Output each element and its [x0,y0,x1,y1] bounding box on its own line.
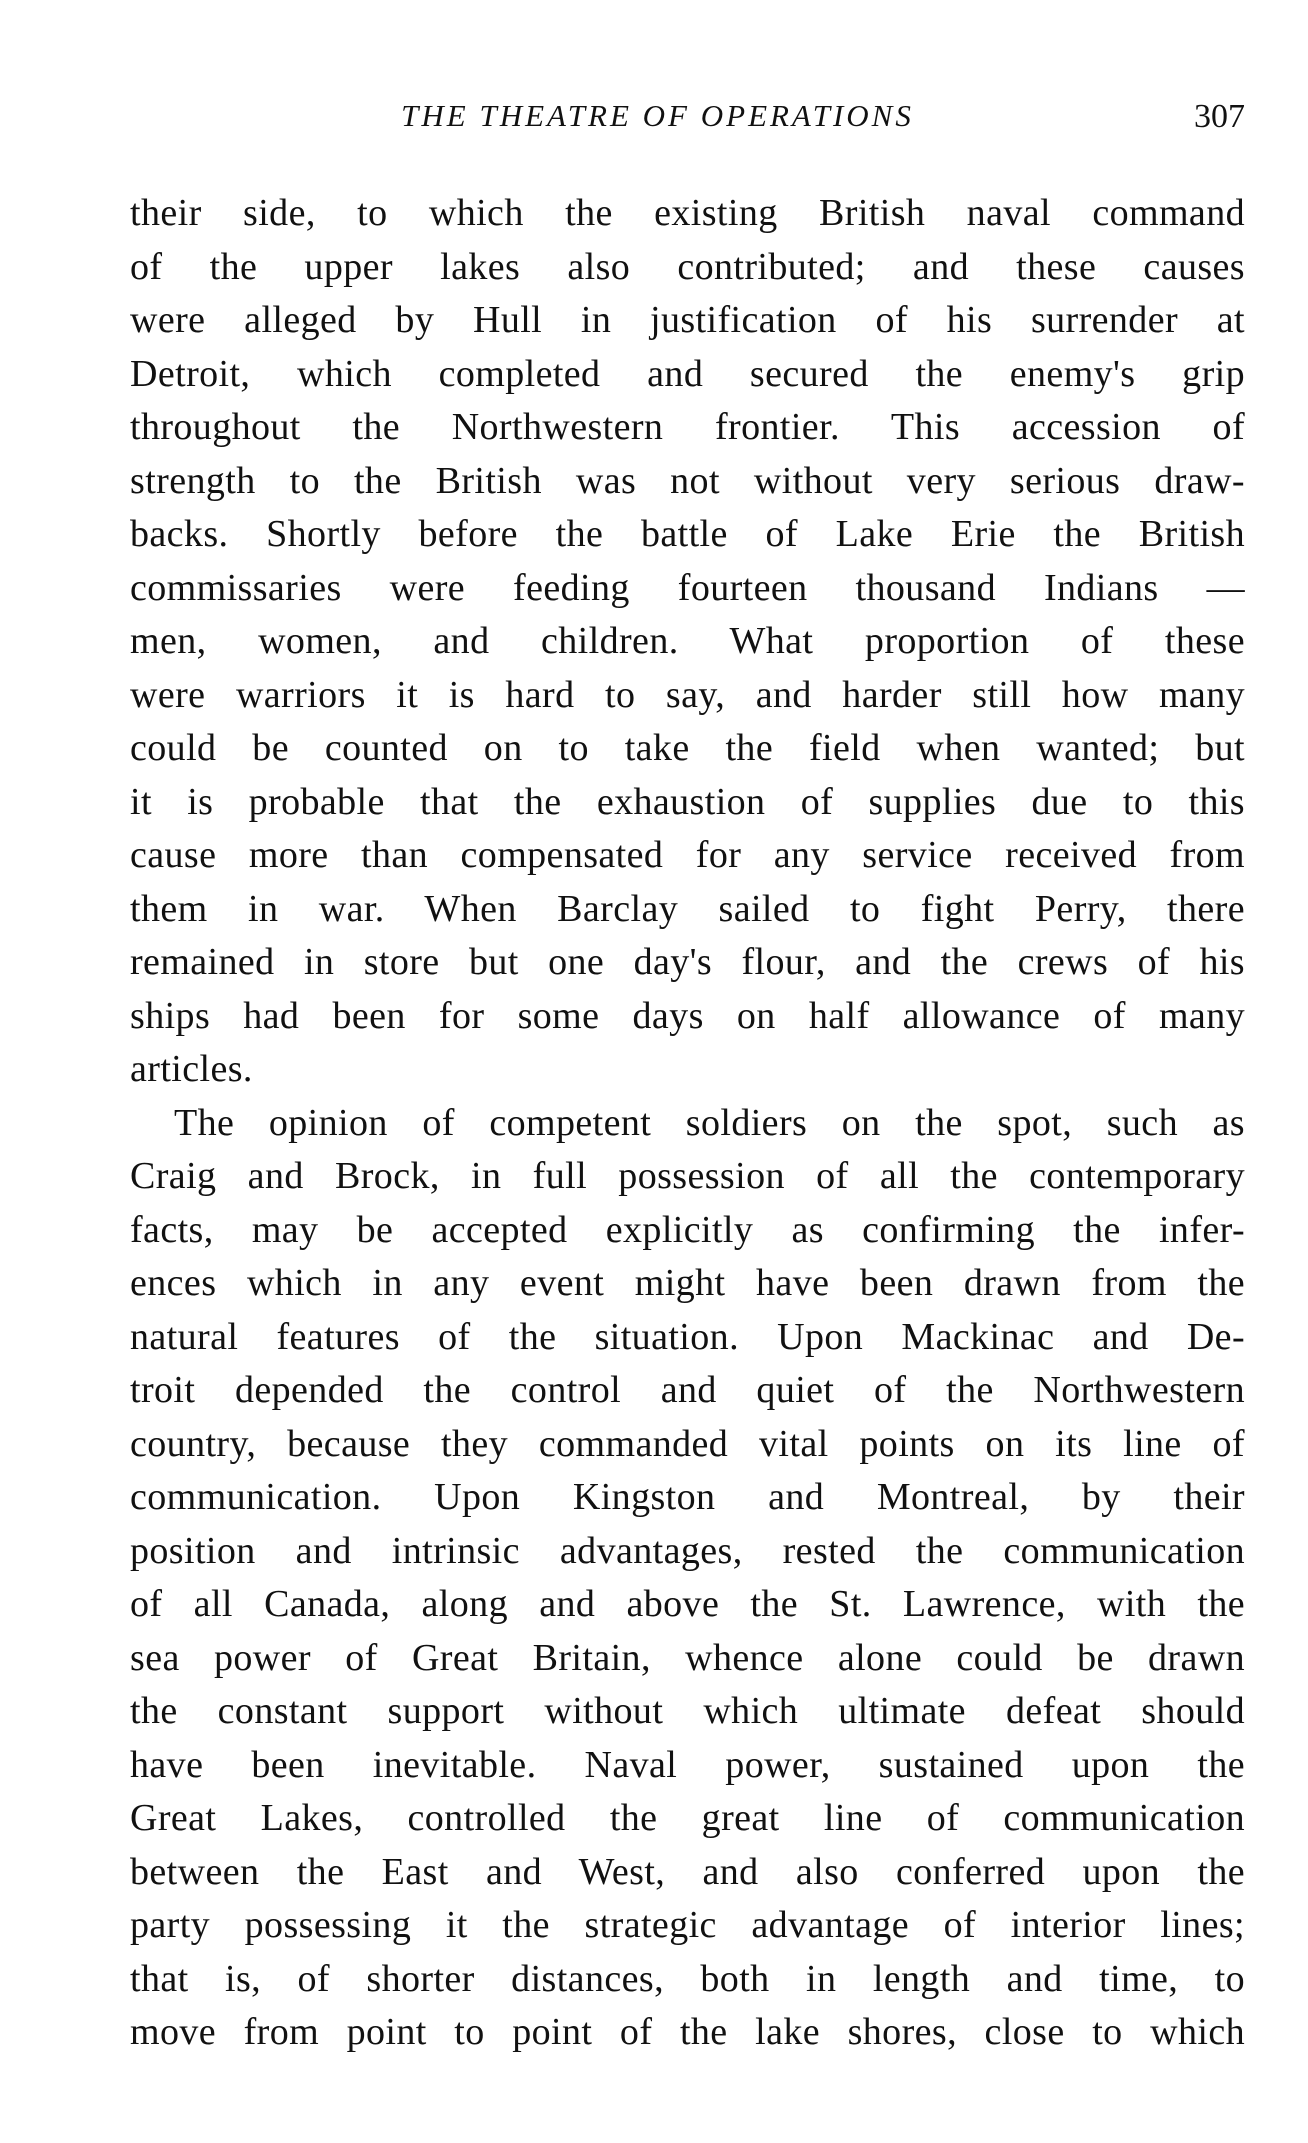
text-line: of all Canada, along and above the St. Lawrence, with the [130,1583,1245,1625]
text-line: commissaries were feeding fourteen thousand Indians — [130,566,1245,609]
text-line: sea power of Great Britain, whence alone could be drawn [130,1636,1245,1679]
text-line: The opinion of competent soldiers on the spot, such as [174,1101,1245,1144]
text-line: facts, may be accepted explicitly as confirming the infer- [130,1208,1245,1251]
text-line: were alleged by Hull in justification of his surrender at [130,299,1245,341]
text-line: could be counted on to take the field when wanted; but [130,727,1245,769]
text-line: their side, to which the existing British naval command [130,192,1245,234]
text-line: have been inevitable. Naval power, sustained upon the [130,1743,1245,1786]
text-line: move from point to point of the lake shores, close to which [130,2011,1245,2053]
text-line: that is, of shorter distances, both in length and time, to [130,1957,1245,2000]
text-line: backs. Shortly before the battle of Lake Erie the British [130,513,1245,555]
text-line: between the East and West, and also conferred upon the [130,1850,1245,1893]
text-line: Great Lakes, controlled the great line of communication [130,1797,1245,1839]
text-line: throughout the Northwestern frontier. This accession of [130,406,1245,448]
text-line: articles. [130,1048,253,1090]
running-title: THE THEATRE OF OPERATIONS [401,98,914,133]
page-header [130,98,1245,146]
text-line: natural features of the situation. Upon Mackinac and De- [130,1315,1245,1358]
text-line: were warriors it is hard to say, and harder still how many [130,673,1245,716]
text-line: Detroit, which completed and secured the enemy's grip [130,352,1245,395]
text-line: troit depended the control and quiet of the Northwestern [130,1369,1245,1411]
text-line: communication. Upon Kingston and Montreal, by their [130,1476,1245,1518]
text-line: the constant support without which ultimate defeat should [130,1690,1245,1732]
body-text [130,187,1245,2060]
text-line: remained in store but one day's flour, and the crews of his [130,941,1245,983]
text-line: ences which in any event might have been drawn from the [130,1262,1245,1304]
text-line: strength to the British was not without very serious draw- [130,459,1245,502]
text-line: it is probable that the exhaustion of supplies due to this [130,780,1245,823]
text-line: them in war. When Barclay sailed to fight Perry, there [130,887,1245,930]
text-line: country, because they commanded vital points on its line of [130,1422,1245,1465]
text-line: cause more than compensated for any service received from [130,834,1245,876]
text-line: position and intrinsic advantages, rested the communication [130,1529,1245,1572]
text-line: ships had been for some days on half allowance of many [130,994,1245,1037]
text-line: Craig and Brock, in full possession of all the contemporary [130,1155,1245,1197]
text-line: party possessing it the strategic advantage of interior lines; [130,1904,1245,1946]
text-line: men, women, and children. What proportion of these [130,620,1245,662]
page-number: 307 [1194,98,1245,135]
text-line: of the upper lakes also contributed; and these causes [130,245,1245,288]
